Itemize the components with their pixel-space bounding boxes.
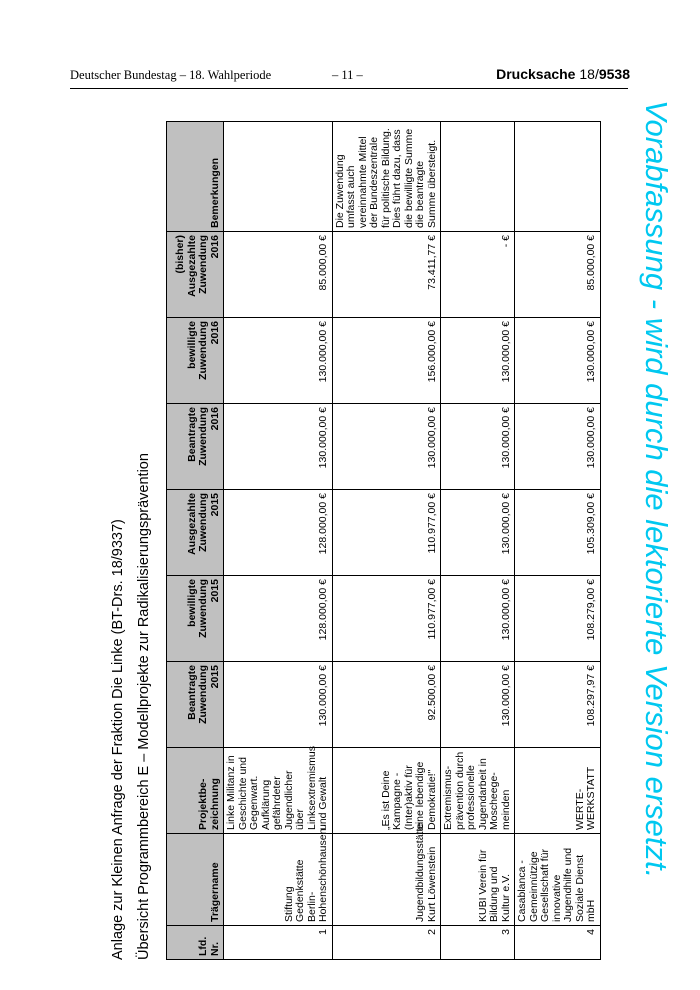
cell-bemerkungen xyxy=(441,122,515,232)
cell-traeger: KUBI Verein für Bildung und Kultur e.V. xyxy=(441,834,515,926)
drucksache-label: Drucksache xyxy=(496,66,576,82)
cell-nr: 2 xyxy=(332,926,441,960)
cell-traeger: Stiftung Gedenkstätte Berlin-Hohenschönhausen xyxy=(224,834,333,926)
cell-beantragt-2016: 130.000,00 € xyxy=(332,404,441,490)
table-header-row xyxy=(167,122,224,960)
header-bemerkungen: Bemerkungen xyxy=(167,122,224,232)
cell-ausgezahlt-2015: 130.000,00 € xyxy=(441,490,515,576)
cell-beantragt-2016: 130.000,00 € xyxy=(515,404,601,490)
cell-traeger: Jugendbildungsstätte Kurt Löwenstein xyxy=(332,834,441,926)
header-nr: Lfd. Nr. xyxy=(167,926,224,960)
header-bewilligt-2016: bewilligte Zuwendung 2016 xyxy=(167,318,224,404)
cell-ausgezahlt-2016: 85.000,00 € xyxy=(515,232,601,318)
cell-bewilligt-2015: 110.977,00 € xyxy=(332,576,441,662)
page-number: – 11 – xyxy=(332,68,363,82)
header-rule xyxy=(70,88,628,89)
caption-subtitle: Übersicht Programmbereich E – Modellprojekte zur Radikalisierungsprävention xyxy=(136,453,152,960)
table-row xyxy=(515,122,601,960)
cell-projekt: Linke Militanz in Geschichte und Gegenwart. Aufklärung gefährdeter Jugendlicher über Linksextremismus und Gewalt xyxy=(224,748,333,834)
drucksache-number xyxy=(496,66,630,82)
header-projekt: Projektbe-zeichnung xyxy=(167,748,224,834)
cell-nr: 1 xyxy=(224,926,333,960)
table-row xyxy=(332,122,441,960)
cell-bewilligt-2015: 128.000,00 € xyxy=(224,576,333,662)
header-left: Deutscher Bundestag – 18. Wahlperiode xyxy=(70,68,272,82)
cell-bewilligt-2015: 130.000,00 € xyxy=(441,576,515,662)
rotated-content xyxy=(110,120,600,960)
cell-bemerkungen: Die Zuwendung umfasst auch vereinnahmte Mittel der Bundeszentrale für politische Bildung. Dies führt dazu, dass die bewilligte Summe die beantragte Summe übersteigt. xyxy=(332,122,441,232)
cell-ausgezahlt-2015: 128.000,00 € xyxy=(224,490,333,576)
cell-nr: 4 xyxy=(515,926,601,960)
drucksache-number-bold: 9538 xyxy=(598,66,630,82)
cell-bemerkungen xyxy=(224,122,333,232)
header-ausgezahlt-2016: (bisher) Ausgezahlte Zuwendung 2016 xyxy=(167,232,224,318)
cell-beantragt-2015: 130.000,00 € xyxy=(441,662,515,748)
cell-ausgezahlt-2016: 85.000,00 € xyxy=(224,232,333,318)
cell-traeger: Casablanca - Gemeinnützige Gesellschaft für innovative Jugendhilfe und Soziale Dienst mbH xyxy=(515,834,601,926)
cell-beantragt-2016: 130.000,00 € xyxy=(224,404,333,490)
cell-projekt: Extremismus-prävention durch professionelle Jugendarbeit in Moscheege-meinden xyxy=(441,748,515,834)
header-beantragt-2016: Beantragte Zuwendung 2016 xyxy=(167,404,224,490)
cell-beantragt-2015: 92.500,00 € xyxy=(332,662,441,748)
caption-title: Anlage zur Kleinen Anfrage der Fraktion Die Linke (BT-Drs. 18/9337) xyxy=(110,519,126,960)
header-beantragt-2015: Beantragte Zuwendung 2015 xyxy=(167,662,224,748)
table-row xyxy=(441,122,515,960)
cell-ausgezahlt-2015: 105.309,00 € xyxy=(515,490,601,576)
cell-bewilligt-2016: 156.000,00 € xyxy=(332,318,441,404)
cell-beantragt-2015: 130.000,00 € xyxy=(224,662,333,748)
header-traeger: Trägername xyxy=(167,834,224,926)
watermark: Vorabfassung - wird durch die lektorierte Version ersetzt. xyxy=(639,100,674,879)
cell-ausgezahlt-2016: - € xyxy=(441,232,515,318)
cell-bewilligt-2016: 130.000,00 € xyxy=(224,318,333,404)
header-bewilligt-2015: bewilligte Zuwendung 2015 xyxy=(167,576,224,662)
cell-beantragt-2015: 108.297,97 € xyxy=(515,662,601,748)
cell-projekt: „Es ist Deine Kampagne - (Inter)aktiv für eine lebendige Demokratie!" xyxy=(332,748,441,834)
cell-ausgezahlt-2016: 73.411,77 € xyxy=(332,232,441,318)
cell-beantragt-2016: 130.000,00 € xyxy=(441,404,515,490)
cell-bewilligt-2015: 108.279,00 € xyxy=(515,576,601,662)
funding-table xyxy=(166,121,601,960)
cell-bemerkungen xyxy=(515,122,601,232)
cell-bewilligt-2016: 130.000,00 € xyxy=(441,318,515,404)
table-row xyxy=(224,122,333,960)
cell-bewilligt-2016: 130.000,00 € xyxy=(515,318,601,404)
cell-projekt: WERTE-WERKSTATT xyxy=(515,748,601,834)
header-ausgezahlt-2015: Ausgezahlte Zuwendung 2015 xyxy=(167,490,224,576)
cell-ausgezahlt-2015: 110.977,00 € xyxy=(332,490,441,576)
page-header xyxy=(70,68,630,84)
cell-nr: 3 xyxy=(441,926,515,960)
drucksache-number-plain: 18/ xyxy=(579,66,599,82)
